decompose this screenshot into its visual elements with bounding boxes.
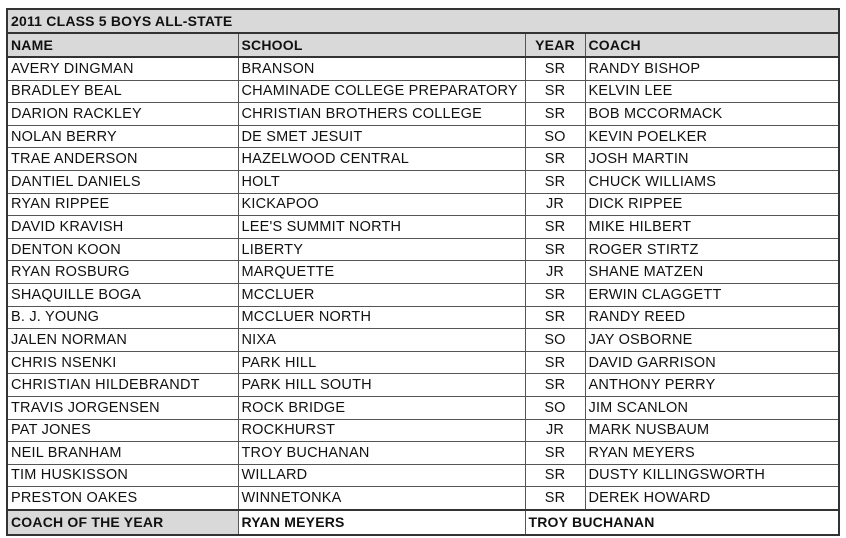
- player-name: DAVID KRAVISH: [7, 216, 238, 239]
- table-row: [7, 306, 839, 329]
- table-row: [7, 238, 839, 261]
- player-year: SR: [525, 283, 585, 306]
- school-name: LIBERTY: [238, 238, 525, 261]
- table-row: [7, 442, 839, 465]
- coach-name: MARK NUSBAUM: [585, 419, 839, 442]
- table-row: [7, 170, 839, 193]
- school-name: PARK HILL SOUTH: [238, 374, 525, 397]
- school-name: MCCLUER: [238, 283, 525, 306]
- player-name: TIM HUSKISSON: [7, 464, 238, 487]
- player-name: PAT JONES: [7, 419, 238, 442]
- coach-name: JAY OSBORNE: [585, 329, 839, 352]
- coach-name: KEVIN POELKER: [585, 125, 839, 148]
- player-name: SHAQUILLE BOGA: [7, 283, 238, 306]
- coach-name: RANDY REED: [585, 306, 839, 329]
- table-row: [7, 464, 839, 487]
- player-name: DENTON KOON: [7, 238, 238, 261]
- table-row: [7, 193, 839, 216]
- coach-name: SHANE MATZEN: [585, 261, 839, 284]
- player-year: SR: [525, 306, 585, 329]
- school-name: CHRISTIAN BROTHERS COLLEGE: [238, 103, 525, 126]
- coach-name: JIM SCANLON: [585, 396, 839, 419]
- school-name: DE SMET JESUIT: [238, 125, 525, 148]
- coach-name: DUSTY KILLINGSWORTH: [585, 464, 839, 487]
- table-row: [7, 487, 839, 510]
- player-name: AVERY DINGMAN: [7, 57, 238, 80]
- coach-name: DEREK HOWARD: [585, 487, 839, 510]
- player-name: TRAE ANDERSON: [7, 148, 238, 171]
- school-name: BRANSON: [238, 57, 525, 80]
- column-header-name: NAME: [7, 33, 238, 57]
- player-name: NEIL BRANHAM: [7, 442, 238, 465]
- player-name: RYAN RIPPEE: [7, 193, 238, 216]
- table-row: [7, 57, 839, 80]
- player-name: TRAVIS JORGENSEN: [7, 396, 238, 419]
- header-row: [7, 33, 839, 57]
- coach-name: MIKE HILBERT: [585, 216, 839, 239]
- coach-of-the-year-row: [7, 510, 839, 535]
- player-year: SR: [525, 57, 585, 80]
- player-year: SR: [525, 80, 585, 103]
- coach-name: CHUCK WILLIAMS: [585, 170, 839, 193]
- player-year: SR: [525, 148, 585, 171]
- school-name: HAZELWOOD CENTRAL: [238, 148, 525, 171]
- table-row: [7, 329, 839, 352]
- player-year: SR: [525, 170, 585, 193]
- table-row: [7, 351, 839, 374]
- coach-of-the-year-school: TROY BUCHANAN: [525, 510, 839, 535]
- player-name: DANTIEL DANIELS: [7, 170, 238, 193]
- coach-name: JOSH MARTIN: [585, 148, 839, 171]
- column-header-coach: COACH: [585, 33, 839, 57]
- school-name: ROCK BRIDGE: [238, 396, 525, 419]
- school-name: NIXA: [238, 329, 525, 352]
- player-name: JALEN NORMAN: [7, 329, 238, 352]
- player-year: SR: [525, 464, 585, 487]
- school-name: KICKAPOO: [238, 193, 525, 216]
- player-name: B. J. YOUNG: [7, 306, 238, 329]
- coach-name: RANDY BISHOP: [585, 57, 839, 80]
- player-name: RYAN ROSBURG: [7, 261, 238, 284]
- school-name: LEE'S SUMMIT NORTH: [238, 216, 525, 239]
- player-year: SR: [525, 238, 585, 261]
- school-name: WINNETONKA: [238, 487, 525, 510]
- player-name: NOLAN BERRY: [7, 125, 238, 148]
- table-row: [7, 374, 839, 397]
- table-row: [7, 419, 839, 442]
- player-year: SR: [525, 103, 585, 126]
- table-row: [7, 396, 839, 419]
- school-name: MCCLUER NORTH: [238, 306, 525, 329]
- player-name: DARION RACKLEY: [7, 103, 238, 126]
- coach-of-the-year-label: COACH OF THE YEAR: [7, 510, 238, 535]
- table-title: 2011 CLASS 5 BOYS ALL-STATE: [7, 9, 839, 33]
- player-year: SO: [525, 396, 585, 419]
- coach-name: ERWIN CLAGGETT: [585, 283, 839, 306]
- player-year: SR: [525, 442, 585, 465]
- player-name: PRESTON OAKES: [7, 487, 238, 510]
- coach-name: DAVID GARRISON: [585, 351, 839, 374]
- table-row: [7, 80, 839, 103]
- player-year: JR: [525, 419, 585, 442]
- coach-name: KELVIN LEE: [585, 80, 839, 103]
- column-header-year: YEAR: [525, 33, 585, 57]
- player-year: SR: [525, 351, 585, 374]
- coach-of-the-year-name: RYAN MEYERS: [238, 510, 525, 535]
- table-title-row: [7, 9, 839, 33]
- school-name: MARQUETTE: [238, 261, 525, 284]
- school-name: PARK HILL: [238, 351, 525, 374]
- player-year: SR: [525, 487, 585, 510]
- coach-name: BOB MCCORMACK: [585, 103, 839, 126]
- school-name: WILLARD: [238, 464, 525, 487]
- coach-name: RYAN MEYERS: [585, 442, 839, 465]
- coach-name: DICK RIPPEE: [585, 193, 839, 216]
- school-name: CHAMINADE COLLEGE PREPARATORY: [238, 80, 525, 103]
- player-year: SO: [525, 329, 585, 352]
- school-name: ROCKHURST: [238, 419, 525, 442]
- player-year: JR: [525, 193, 585, 216]
- school-name: TROY BUCHANAN: [238, 442, 525, 465]
- table-row: [7, 125, 839, 148]
- coach-name: ROGER STIRTZ: [585, 238, 839, 261]
- player-name: CHRISTIAN HILDEBRANDT: [7, 374, 238, 397]
- table-row: [7, 283, 839, 306]
- player-year: SR: [525, 374, 585, 397]
- school-name: HOLT: [238, 170, 525, 193]
- player-year: JR: [525, 261, 585, 284]
- table-row: [7, 216, 839, 239]
- table-row: [7, 148, 839, 171]
- all-state-table: [6, 8, 840, 536]
- player-year: SR: [525, 216, 585, 239]
- table-row: [7, 261, 839, 284]
- player-name: BRADLEY BEAL: [7, 80, 238, 103]
- column-header-school: SCHOOL: [238, 33, 525, 57]
- table-row: [7, 103, 839, 126]
- coach-name: ANTHONY PERRY: [585, 374, 839, 397]
- player-year: SO: [525, 125, 585, 148]
- player-name: CHRIS NSENKI: [7, 351, 238, 374]
